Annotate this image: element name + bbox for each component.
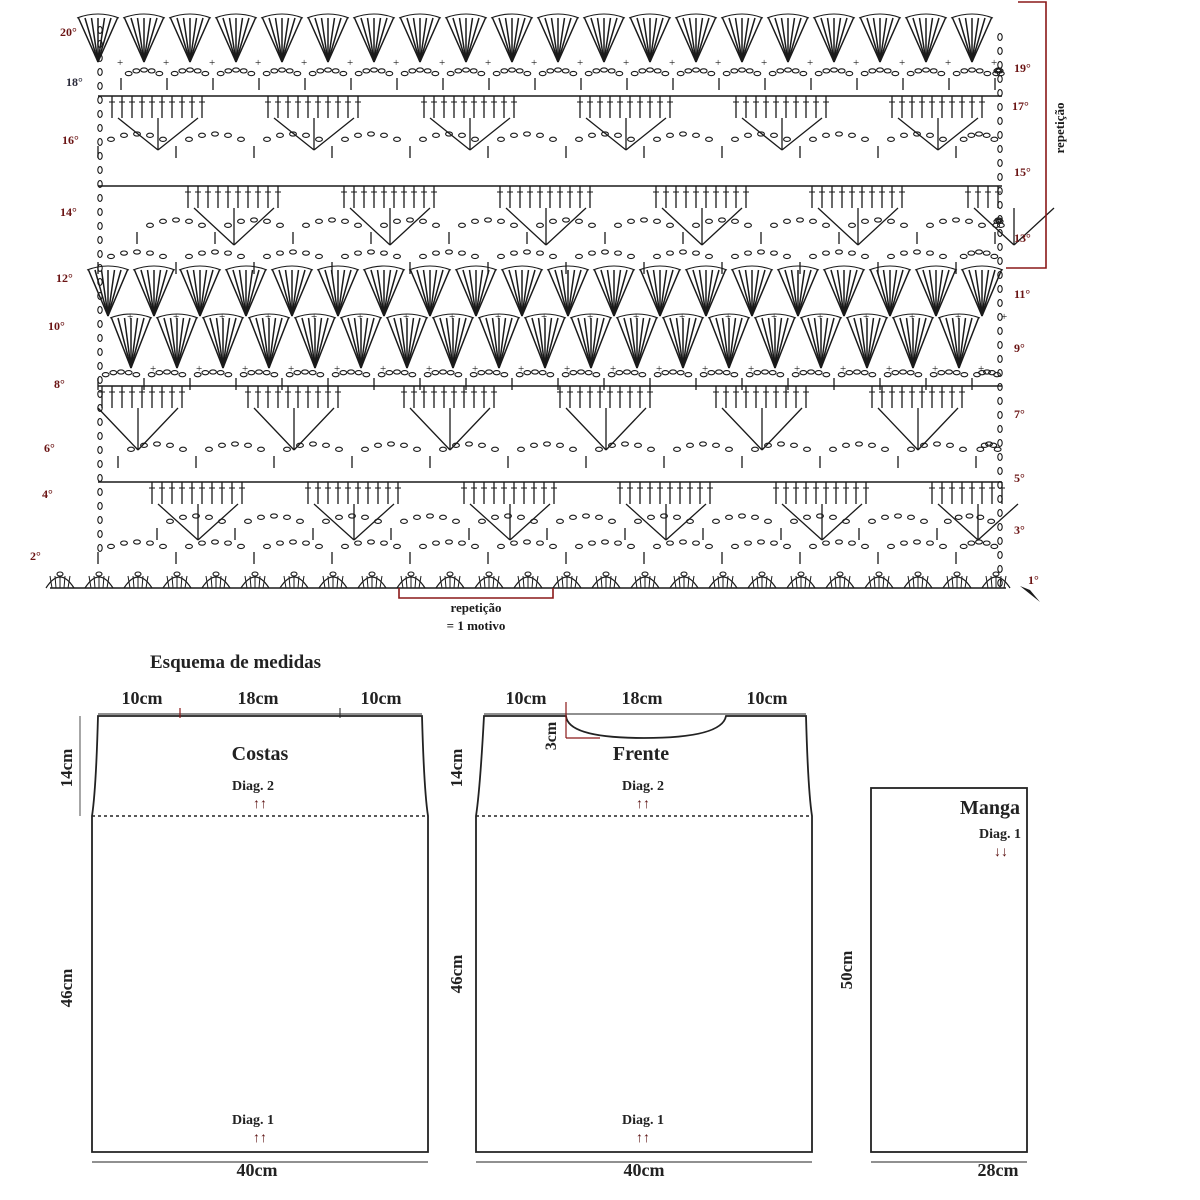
manga-name: Manga — [960, 797, 1020, 819]
costas-top-right: 10cm — [360, 688, 402, 708]
svg-text:+: + — [449, 311, 456, 323]
frente-neck-depth: 3cm — [543, 721, 560, 751]
start-arrow-icon — [1020, 586, 1040, 602]
schema-title: Esquema de medidas — [150, 652, 322, 673]
svg-text:+: + — [163, 57, 170, 69]
svg-text:+: + — [472, 363, 479, 375]
frente-top-mid: 18cm — [621, 688, 663, 708]
repeat-side-bracket — [1006, 2, 1046, 268]
svg-text:+: + — [347, 57, 354, 69]
svg-text:+: + — [564, 363, 571, 375]
row-label-12: 12° — [56, 271, 73, 285]
svg-text:+: + — [541, 311, 548, 323]
svg-text:+: + — [426, 363, 433, 375]
frente-name: Frente — [612, 743, 670, 765]
svg-text:+: + — [899, 57, 906, 69]
frente-arrows-bottom: ↑↑ — [636, 1131, 650, 1146]
manga-arrows: ↓↓ — [994, 845, 1008, 860]
svg-text:+: + — [748, 363, 755, 375]
repeat-bottom-motif: = 1 motivo — [446, 618, 506, 633]
row-label-8: 8° — [54, 377, 65, 391]
frente-arrows-top: ↑↑ — [636, 797, 650, 812]
row-label-7: 7° — [1014, 407, 1025, 421]
svg-text:+: + — [702, 363, 709, 375]
svg-text:+: + — [656, 363, 663, 375]
costas-arrows-bottom: ↑↑ — [253, 1131, 267, 1146]
frente-panel — [476, 702, 812, 1162]
row-label-11: 11° — [1014, 287, 1031, 301]
row-label-9: 9° — [1014, 341, 1025, 355]
svg-text:+: + — [518, 363, 525, 375]
svg-text:+: + — [761, 57, 768, 69]
svg-text:+: + — [380, 363, 387, 375]
svg-text:+: + — [127, 311, 134, 323]
manga-bottom: 28cm — [977, 1160, 1019, 1180]
row-label-13: 13° — [1014, 231, 1031, 245]
svg-text:+: + — [853, 57, 860, 69]
svg-text:+: + — [117, 57, 124, 69]
frente-top-left: 10cm — [505, 688, 547, 708]
svg-text:+: + — [485, 57, 492, 69]
frente-labels — [447, 688, 787, 1180]
svg-text:+: + — [863, 311, 870, 323]
row-label-14: 14° — [60, 205, 77, 219]
svg-text:+: + — [311, 311, 318, 323]
repeat-side-label: repetição — [1052, 102, 1067, 154]
measurement-schematic — [0, 640, 1200, 1200]
svg-text:+: + — [955, 311, 962, 323]
costas-labels — [57, 688, 401, 1180]
costas-diag-top: Diag. 2 — [232, 779, 274, 794]
svg-text:+: + — [725, 311, 732, 323]
costas-diag-bottom: Diag. 1 — [232, 1113, 274, 1128]
svg-text:+: + — [991, 57, 998, 69]
row-label-2: 2° — [30, 549, 41, 563]
svg-text:+: + — [357, 311, 364, 323]
manga-outline — [871, 788, 1027, 1152]
row-label-17: 17° — [1012, 99, 1029, 113]
frente-side-upper: 14cm — [447, 748, 466, 788]
costas-panel — [80, 708, 428, 1162]
svg-text:+: + — [288, 363, 295, 375]
frente-side-lower: 46cm — [447, 954, 466, 994]
svg-text:+: + — [150, 363, 157, 375]
svg-text:+: + — [909, 311, 916, 323]
row-label-16: 16° — [62, 133, 79, 147]
costas-bottom: 40cm — [236, 1160, 278, 1180]
row-label-15: 15° — [1014, 165, 1031, 179]
svg-text:+: + — [209, 57, 216, 69]
svg-text:+: + — [886, 363, 893, 375]
svg-text:+: + — [265, 311, 272, 323]
row-label-10: 10° — [48, 319, 65, 333]
frente-diag-top: Diag. 2 — [622, 779, 664, 794]
svg-text:+: + — [196, 363, 203, 375]
manga-labels — [837, 797, 1021, 1180]
svg-text:+: + — [932, 363, 939, 375]
row-label-4: 4° — [42, 487, 53, 501]
row-label-18: 18° — [66, 75, 83, 89]
costas-top-mid: 18cm — [237, 688, 279, 708]
svg-text:+: + — [679, 311, 686, 323]
row-labels-right — [1012, 61, 1039, 587]
svg-text:+: + — [945, 57, 952, 69]
stitch-pattern — [46, 14, 1054, 588]
svg-text:+: + — [219, 311, 226, 323]
frente-top-right: 10cm — [746, 688, 788, 708]
svg-text:+: + — [794, 363, 801, 375]
svg-text:+: + — [393, 57, 400, 69]
svg-text:+: + — [334, 363, 341, 375]
svg-text:+: + — [715, 57, 722, 69]
svg-text:+: + — [255, 57, 262, 69]
manga-diag: Diag. 1 — [979, 827, 1021, 842]
repeat-bottom-label: repetição — [450, 600, 502, 615]
repeat-bottom-bracket — [399, 588, 553, 598]
frente-diag-bottom: Diag. 1 — [622, 1113, 664, 1128]
svg-text:+: + — [577, 57, 584, 69]
svg-text:+: + — [301, 57, 308, 69]
svg-text:+: + — [173, 311, 180, 323]
svg-text:+: + — [840, 363, 847, 375]
row-label-5: 5° — [1014, 471, 1025, 485]
svg-text:+: + — [403, 311, 410, 323]
svg-text:+: + — [242, 363, 249, 375]
svg-text:+: + — [623, 57, 630, 69]
svg-text:+: + — [807, 57, 814, 69]
svg-text:+: + — [633, 311, 640, 323]
row-label-19: 19° — [1014, 61, 1031, 75]
row-label-20: 20° — [60, 25, 77, 39]
costas-side-lower: 46cm — [57, 968, 76, 1008]
row-label-3: 3° — [1014, 523, 1025, 537]
svg-text:+: + — [1001, 311, 1008, 323]
svg-text:+: + — [978, 363, 985, 375]
svg-text:+: + — [771, 311, 778, 323]
svg-text:+: + — [531, 57, 538, 69]
svg-text:+: + — [669, 57, 676, 69]
costas-name: Costas — [231, 743, 289, 765]
row-label-6: 6° — [44, 441, 55, 455]
costas-top-left: 10cm — [121, 688, 163, 708]
svg-text:+: + — [610, 363, 617, 375]
frente-bottom: 40cm — [623, 1160, 665, 1180]
costas-side-upper: 14cm — [57, 748, 76, 788]
row-label-1: 1° — [1028, 573, 1039, 587]
svg-text:+: + — [439, 57, 446, 69]
svg-text:+: + — [817, 311, 824, 323]
row-labels-left — [30, 25, 83, 563]
svg-text:+: + — [587, 311, 594, 323]
svg-text:+: + — [495, 311, 502, 323]
costas-arrows-top: ↑↑ — [253, 797, 267, 812]
manga-side: 50cm — [837, 950, 856, 990]
